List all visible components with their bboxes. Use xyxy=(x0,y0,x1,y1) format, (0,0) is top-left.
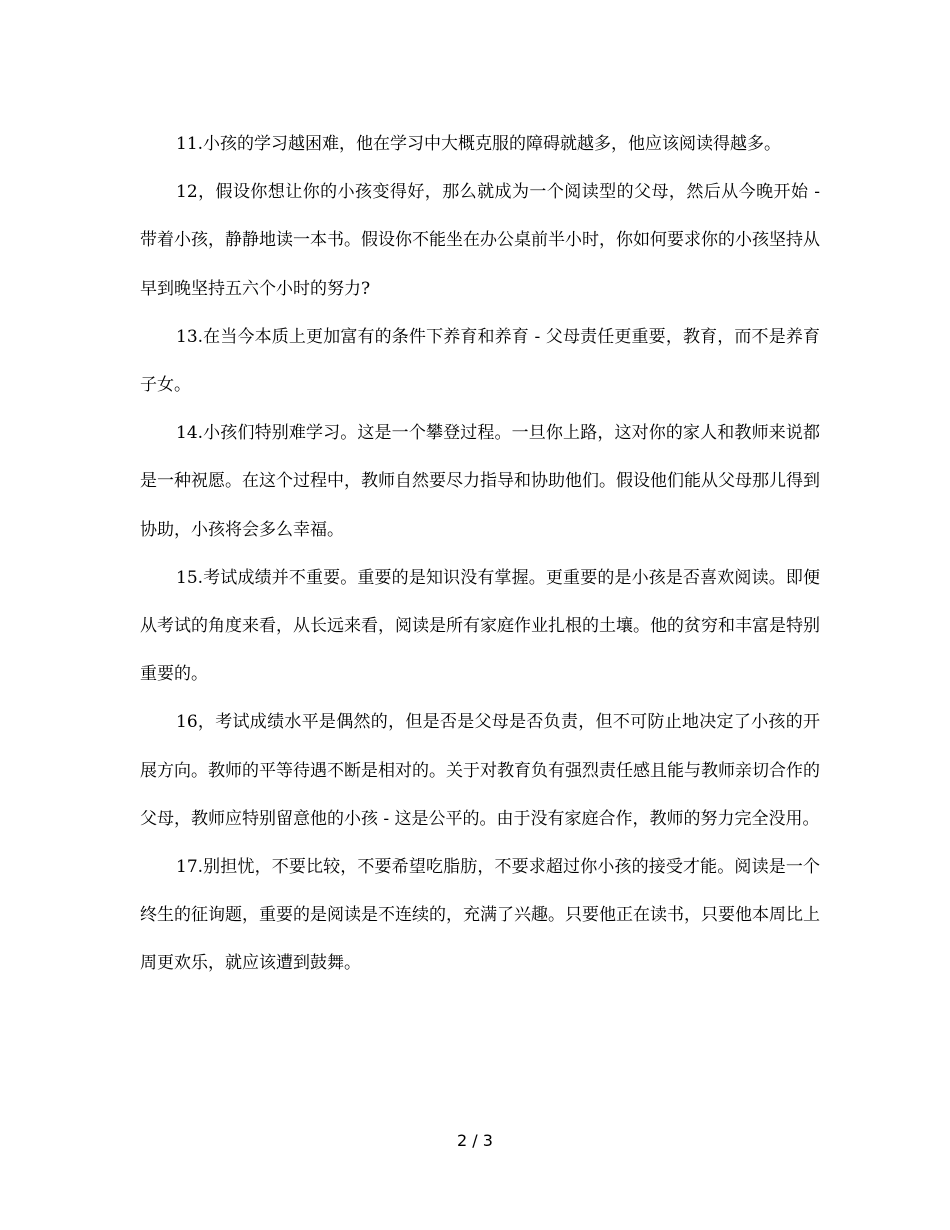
paragraph-12: 12，假设你想让你的小孩变得好，那么就成为一个阅读型的父母，然后从今晚开始 - 带着小孩，静静地读一本书。假设你不能坐在办公桌前半小时，你如何要求你的小孩坚持从早到晚坚持五六个小时的努力? xyxy=(140,182,820,299)
paragraph-11: 11.小孩的学习越困难，他在学习中大概克服的障碍就越多，他应该阅读得越多。 xyxy=(176,134,782,154)
paragraph-14: 14.小孩们特别难学习。这是一个攀登过程。一旦你上路，这对你的家人和教师来说都是一种祝愿。在这个过程中，教师自然要尽力指导和协助他们。假设他们能从父母那儿得到协助，小孩将会多么幸福。 xyxy=(140,423,820,540)
paragraph-16: 16，考试成绩水平是偶然的，但是否是父母是否负责，但不可防止地决定了小孩的开展方向。教师的平等待遇不断是相对的。关于对教育负有强烈责任感且能与教师亲切合作的父母，教师应特别留意他的小孩 - 这是公平的。由于没有家庭合作，教师的努力完全没用。 xyxy=(140,712,820,829)
page-number: 2 / 3 xyxy=(457,1131,493,1150)
paragraph-17: 17.别担忧，不要比较，不要希望吃脂肪，不要求超过你小孩的接受才能。阅读是一个终生的征询题，重要的是阅读是不连续的，充满了兴趣。只要他正在读书，只要他本周比上周更欢乐，就应该遭到鼓舞。 xyxy=(140,857,820,974)
paragraph-13: 13.在当今本质上更加富有的条件下养育和养育 - 父母责任更重要，教育，而不是养育子女。 xyxy=(140,326,820,396)
document-body xyxy=(140,120,820,988)
paragraph-15: 15.考试成绩并不重要。重要的是知识没有掌握。更重要的是小孩是否喜欢阅读。即便从考试的角度来看，从长远来看，阅读是所有家庭作业扎根的土壤。他的贫穷和丰富是特别重要的。 xyxy=(140,567,820,685)
